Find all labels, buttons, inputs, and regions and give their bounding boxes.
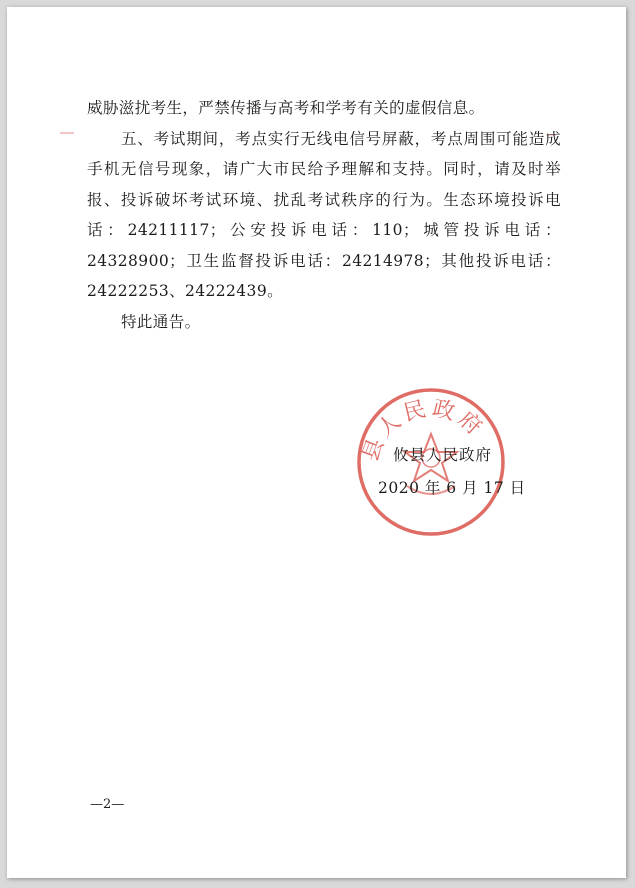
signature-date: 2020 年 6 月 17 日 xyxy=(378,479,526,497)
document-body xyxy=(87,93,561,337)
paragraph-3: 特此通告。 xyxy=(121,312,201,331)
document-page xyxy=(7,7,626,878)
paragraph-1: 威胁滋扰考生，严禁传播与高考和学考有关的虚假信息。 xyxy=(87,99,485,117)
page-number: —2— xyxy=(90,797,125,812)
seal-text: 县人民政府 xyxy=(358,395,490,465)
scan-mark xyxy=(60,132,74,134)
paragraph-2: 五、考试期间，考点实行无线电信号屏蔽，考点周围可能造成手机无信号现象，请广大市民给予理解和支持。同时，请及时举报、投诉破坏考试环境、扰乱考试秩序的行为。生态环境投诉电话：24211117；公安投诉电话：110；城管投诉电话：24328900；卫生监督投诉电话：24214978；其他投诉电话：24222253、24222439。 xyxy=(87,129,561,300)
signature-organization: 攸县人民政府 xyxy=(393,446,493,464)
